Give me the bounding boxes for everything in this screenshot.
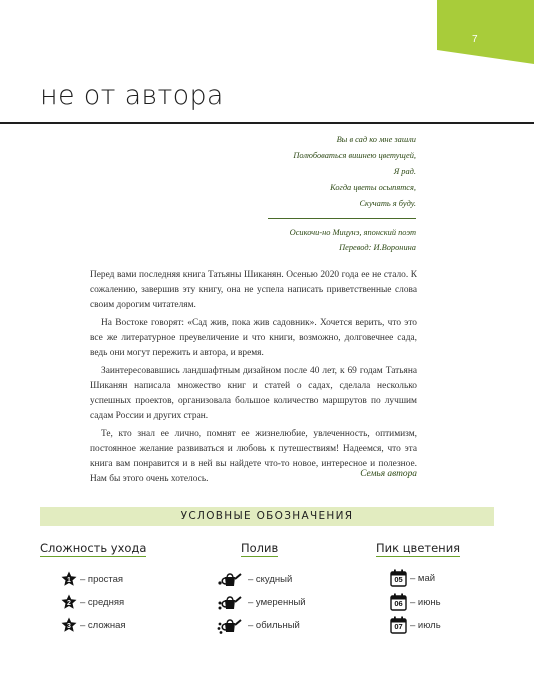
corner-accent-band [0, 0, 534, 70]
calendar-icon [390, 616, 407, 634]
bloom-label: – май [410, 572, 436, 584]
star-badge: 2 [67, 600, 71, 607]
care-item [61, 594, 124, 610]
legend-heading: УСЛОВНЫЕ ОБОЗНАЧЕНИЯ [40, 507, 494, 526]
bloom-item [390, 616, 441, 634]
care-item [61, 571, 123, 587]
watering-column-title: Полив [241, 541, 279, 555]
epigraph-line: Я рад. [393, 167, 416, 176]
page-number: 7 [472, 34, 478, 45]
body-text [90, 268, 417, 490]
bloom-column-title: Пик цветения [376, 541, 461, 555]
star-2-icon [61, 594, 77, 610]
watering-item [217, 593, 306, 611]
star-badge: 3 [67, 623, 71, 630]
watering-label: – умеренный [248, 596, 306, 608]
watering-label: – обильный [248, 619, 300, 631]
care-label: – простая [80, 573, 124, 585]
bloom-label: – июнь [410, 596, 441, 608]
epigraph [156, 132, 416, 255]
page-title: не от автора [40, 80, 224, 111]
star-3-icon [61, 617, 77, 633]
calendar-month-number: 06 [394, 599, 403, 608]
star-badge: 1 [67, 577, 71, 584]
watering-can-1-drop-icon [217, 570, 245, 588]
epigraph-author: Осикочи-но Мицунэ, японский поэт [289, 228, 416, 237]
care-label: – сложная [80, 619, 126, 631]
epigraph-line: Когда цветы осыпятся, [330, 183, 416, 192]
paragraph: На Востоке говорят: «Сад жив, пока жив садовник». Хочется верить, что это все же литературное преувеличение и что книги, возможно, долговечнее сада, ведь они могут пережить и автора, и время. [90, 318, 417, 358]
watering-item [217, 616, 300, 634]
paragraph: Те, кто знал ее лично, помнят ее жизнелюбие, увлеченность, оптимизм, постоянное желание развиваться и любовь к путешествиям! Надеемся, что эта книга вам понравится и в ней вы найдете что-то новое, интересное и полезное. Нам бы этого очень хотелось. [90, 429, 417, 484]
care-label: – средняя [80, 596, 125, 608]
paragraph: Перед вами последняя книга Татьяны Шиканян. Осенью 2020 года ее не стало. К сожалению, завершив эту книгу, она не успела написать приветственные слова своим дорогим читателям. [90, 270, 417, 310]
epigraph-line: Вы в сад ко мне зашли [336, 135, 416, 144]
epigraph-line: Полюбоваться вишнею цветущей, [293, 151, 416, 160]
calendar-icon [390, 593, 407, 611]
signature: Семья автора [360, 469, 417, 479]
bloom-item [390, 593, 441, 611]
epigraph-translation: Перевод: И.Воронина [339, 243, 416, 252]
bloom-item [390, 569, 435, 587]
calendar-icon [390, 569, 407, 587]
epigraph-rule [268, 218, 416, 219]
watering-can-2-drops-icon [217, 593, 245, 611]
watering-label: – скудный [248, 573, 293, 585]
calendar-month-number: 07 [394, 622, 403, 631]
epigraph-line: Скучать я буду. [359, 199, 416, 208]
paragraph: Заинтересовавшись ландшафтным дизайном после 40 лет, к 69 годам Татьяна Шиканян написала множество книг и статей о садах, сделала несколько успешных проектов, организовала большое количество маршрутов по лучшим садам России и других стран. [90, 366, 417, 421]
care-column-title: Сложность ухода [40, 541, 147, 555]
care-item [61, 617, 126, 633]
watering-can-3-drops-icon [217, 616, 245, 634]
star-1-icon [61, 571, 77, 587]
title-rule [0, 122, 534, 124]
watering-item [217, 570, 292, 588]
bloom-label: – июль [410, 619, 441, 631]
calendar-month-number: 05 [394, 575, 403, 584]
